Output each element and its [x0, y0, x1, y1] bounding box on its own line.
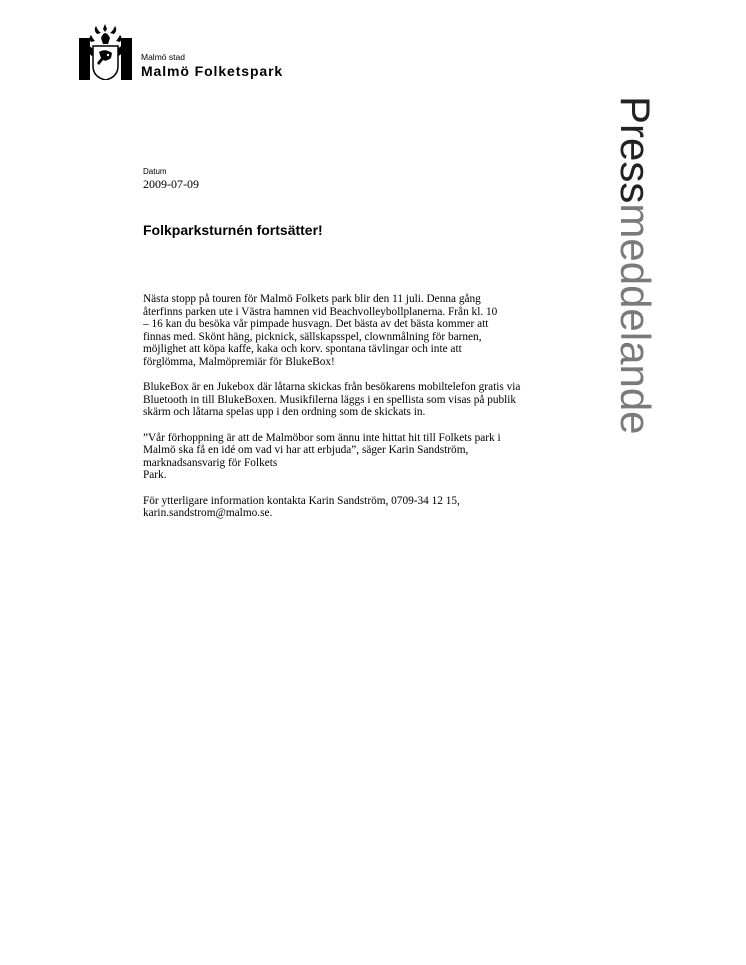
text-line: Nästa stopp på touren för Malmö Folkets park blir den 11 juli. Denna gång — [143, 293, 481, 305]
headline: Folkparksturnén fortsätter! — [143, 222, 323, 238]
text-line: ”Vår förhoppning är att de Malmöbor som ännu inte hittat hit till Folkets park i — [143, 431, 501, 444]
paragraph-quote — [143, 432, 583, 482]
org-small-label: Malmö stad — [141, 52, 185, 62]
text-line: förglömma, Malmöpremiär för BlukeBox! — [143, 355, 335, 368]
text-line: finnas med. Skönt häng, picknick, sällskapsspel, clownmålning för barnen, — [143, 330, 482, 343]
vertical-title-dark: Press — [612, 96, 659, 204]
paragraph-contact — [143, 495, 583, 520]
contact-email-line: karin.sandstrom@malmo.se. — [143, 507, 273, 520]
text-line: möjlighet att köpa kaffe, kaka och korv. spontana tävlingar och inte att — [143, 343, 462, 356]
malmo-coat-of-arms-logo — [79, 22, 132, 80]
text-line: Bluetooth in till BlukeBoxen. Musikfilerna läggs i en spellista som visas på publik — [143, 393, 517, 406]
date-label: Datum — [143, 167, 167, 176]
paragraph-blukebox — [143, 381, 583, 419]
text-line: marknadsansvarig för Folkets — [143, 456, 278, 469]
press-release-vertical-title — [612, 96, 659, 435]
text-line: Park. — [143, 469, 167, 482]
text-line: – 16 kan du besöka vår pimpade husvagn. Det bästa av det bästa kommer att — [143, 318, 489, 331]
date-value: 2009-07-09 — [143, 177, 199, 191]
text-line: återfinns parken ute i Västra hamnen vid Beachvolleybollplanerna. Från kl. 10 — [143, 305, 498, 318]
paragraph-intro — [143, 293, 583, 369]
vertical-title-light: meddelande — [612, 203, 659, 435]
text-line: BlukeBox är en Jukebox där låtarna skickas från besökarens mobiltelefon gratis via — [143, 381, 521, 394]
text-line: skärm och låtarna spelas upp i den ordning som de skickats in. — [143, 406, 426, 419]
org-name: Malmö Folketspark — [141, 63, 284, 79]
body-text — [143, 293, 583, 532]
text-line: Malmö ska få en idé om vad vi har att erbjuda”, säger Karin Sandström, — [143, 444, 469, 457]
text-line: För ytterligare information kontakta Karin Sandström, 0709-34 12 15, — [143, 494, 460, 507]
